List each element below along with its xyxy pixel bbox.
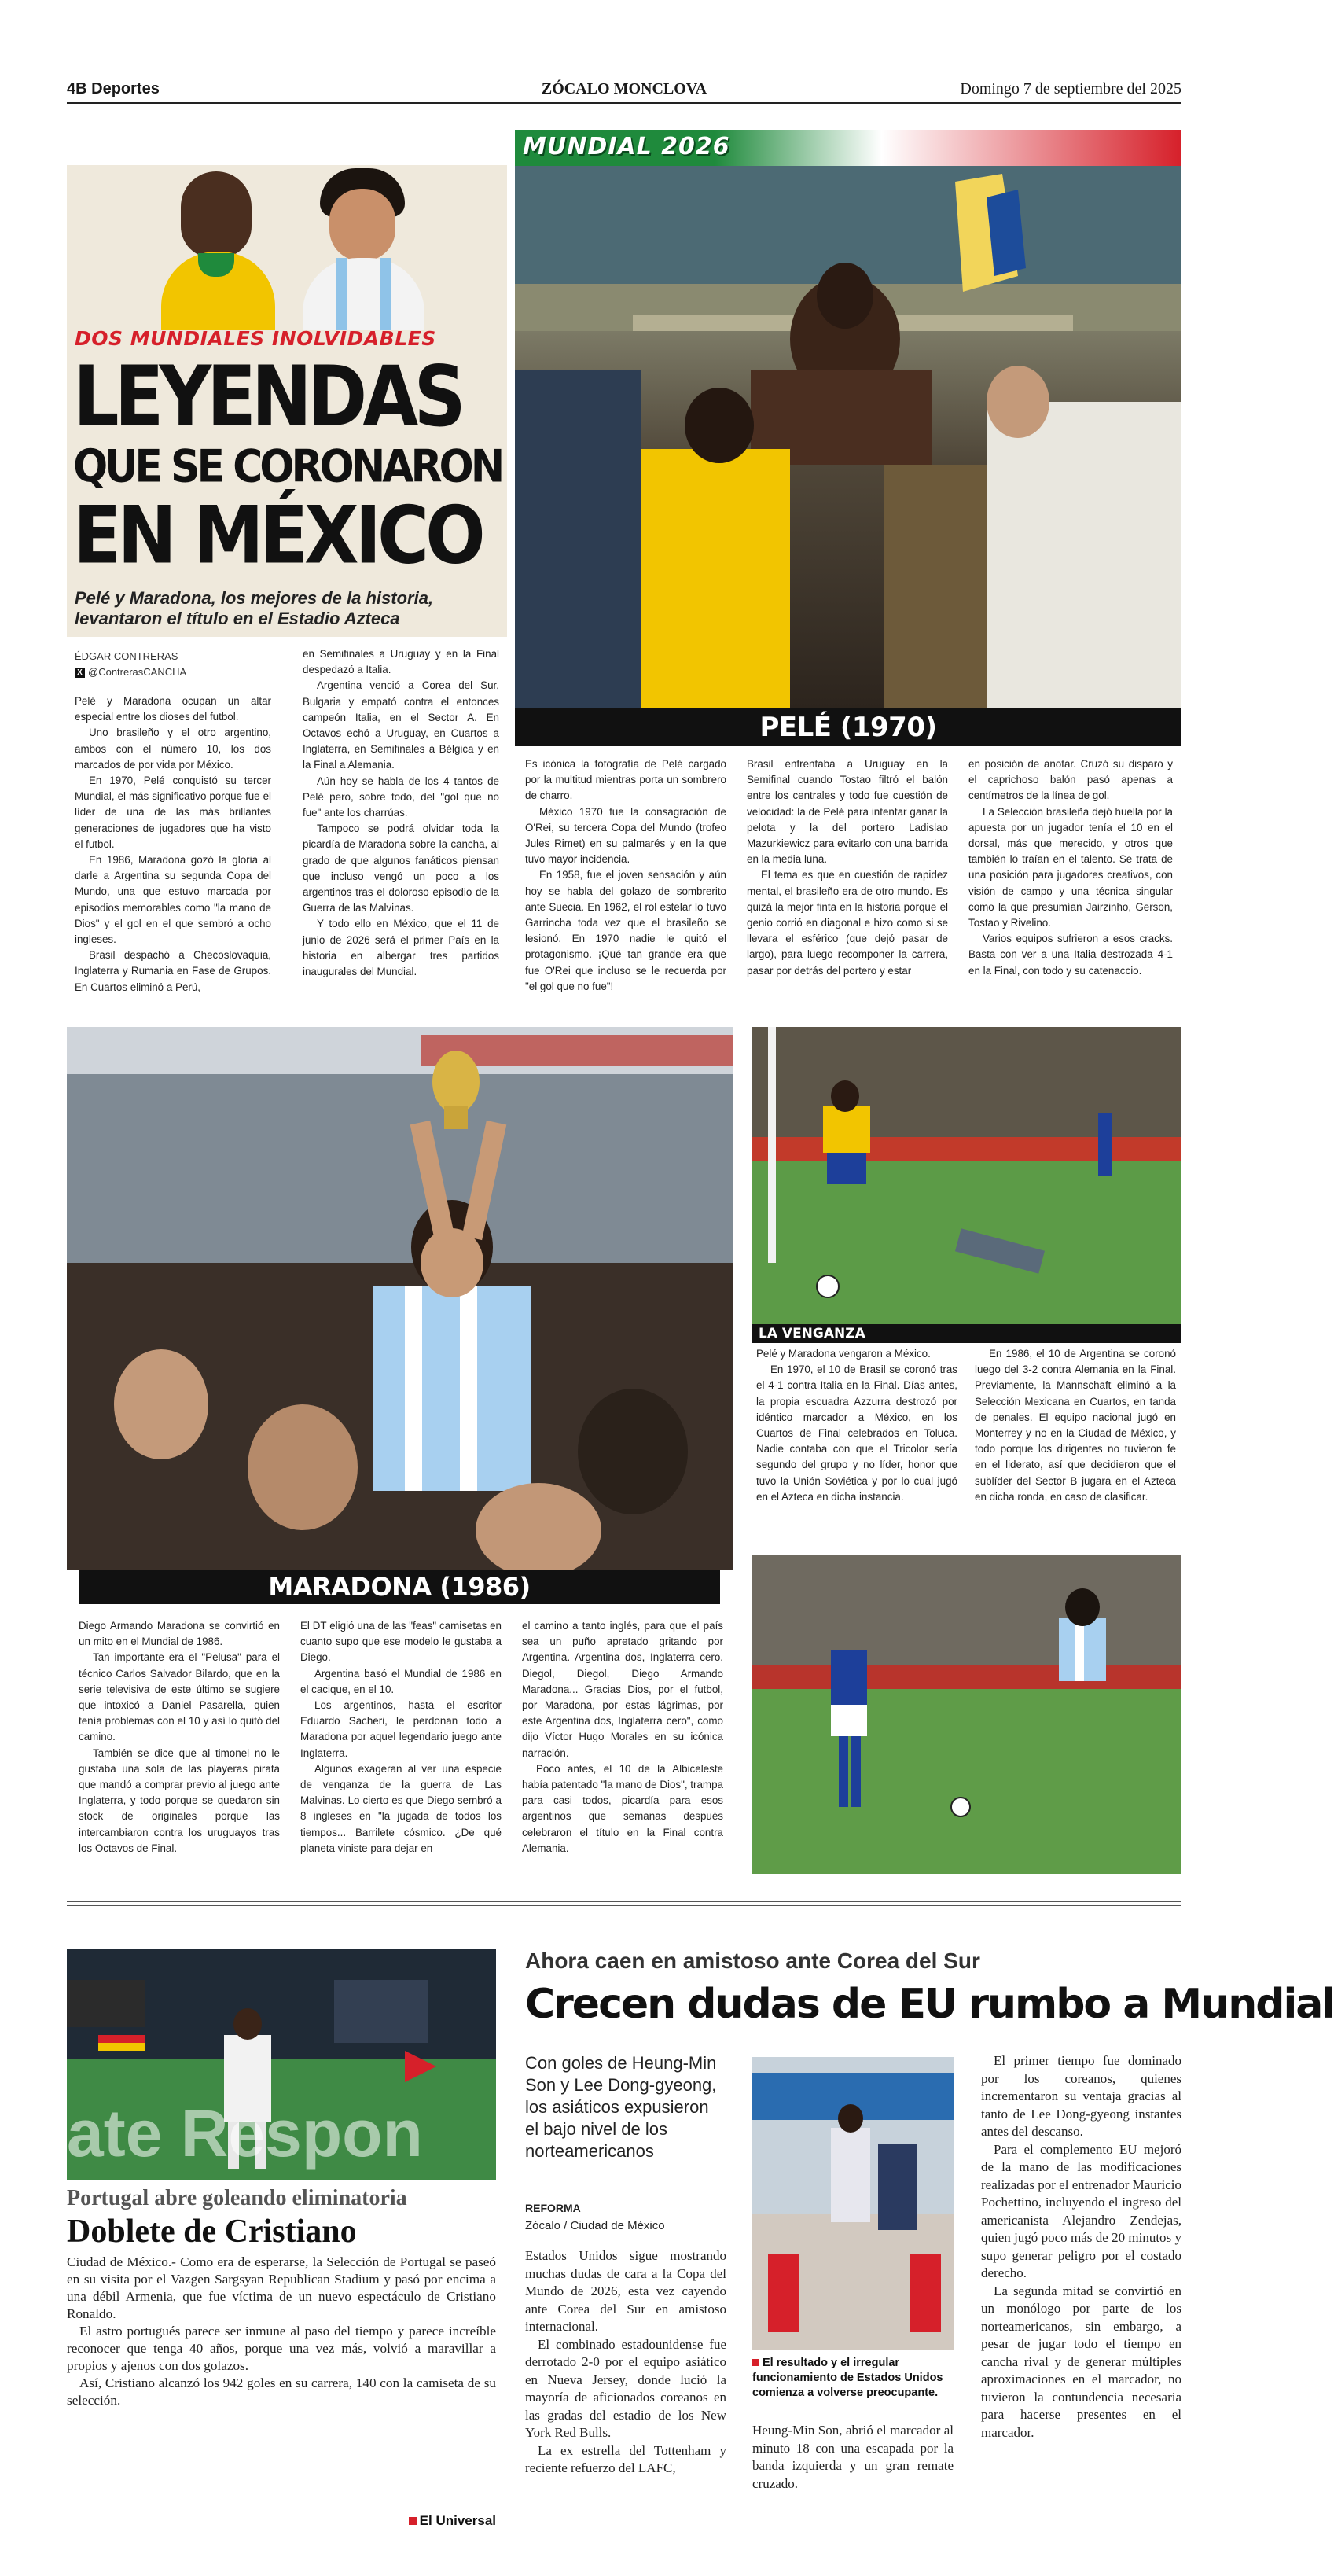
paragraph: En 1986, Maradona gozó la gloria al darle a Argentina su segunda Copa del Mundo, una que estuvo marcada por episodios memorables como "la mano de Dios" y el gol en el que sembró a ocho ingleses.: [75, 854, 271, 946]
paragraph: Heung-Min Son, abrió el marcador al minuto 18 con una escapada por la banda izquierda y un gran remate cruzado.: [752, 2423, 954, 2491]
mundial-2026-logo: MUNDIAL 2026: [523, 133, 730, 160]
newspaper-name: ZÓCALO MONCLOVA: [541, 80, 707, 98]
credit-text: El Universal: [419, 2513, 496, 2528]
byline: [75, 649, 311, 680]
paragraph: Pelé y Maradona vengaron a México.: [756, 1348, 931, 1360]
section-divider: [67, 1901, 1181, 1906]
paragraph: Tampoco se podrá olvidar toda la picardía de Maradona sobre la cancha, al grado de que algunos fanáticos piensan que incluso vengó un poco a los argentinos tras el doloroso episodio de la Guerra de las Malvinas.: [303, 822, 499, 914]
pele-col-2: [747, 756, 948, 979]
venganza-label: LA VENGANZA: [759, 1326, 865, 1341]
author-handle: @ContrerasCANCHA: [88, 666, 187, 678]
maradona-caption-bar: [79, 1570, 720, 1604]
mundial-2026-banner: [515, 130, 1181, 166]
maradona-photo-scene: [67, 1027, 733, 1570]
paragraph: Brasil enfrentaba a Uruguay en la Semifinal cuando Tostao filtró el balón entre los centrales y todo fue cuestión de velocidad: la de Pelé para intentar ganar la pelota y la del portero Ladislao Mazurkiewicz para evitarlo con una barrida en la media luna.: [747, 758, 948, 866]
paragraph: El DT eligió una de las "feas" camisetas en cuanto supo que ese modelo le gustaba a Diego.: [300, 1620, 502, 1664]
author-handle-row: [75, 664, 311, 680]
paragraph: La Selección brasileña dejó huella por la apuesta por un jugador tenía el 10 en el dorsal, más que merecido, y otros que también lo traían en el talento. Se trata de una posición para jugadores creativos, con visión de campo y una técnica singular como la que presumían Jairzinho, Gerson, Tostao y Rivelino.: [968, 805, 1173, 929]
paragraph: Brasil despachó a Checoslovaquia, Inglaterra y Rumania en Fase de Grupos. En Cuartos eliminó a Perú,: [75, 949, 271, 993]
paragraph: En 1986, el 10 de Argentina se coronó luego del 3-2 contra Alemania en la Final. Previamente, la Mannschaft eliminó a la Selección Mexicana en Cuartos, en tanda de penales. El equipo nacional jugó en Monterrey y no en la Ciudad de México, y todo porque los dirigentes no tuvieron fe en el liderato, así que decidieron que el sublíder del Sector B jugara en el Azteca en dicha ronda, en caso de clasificar.: [975, 1348, 1176, 1503]
feature-col-2: [303, 646, 499, 980]
paragraph: Uno brasileño y el otro argentino, ambos con el número 10, los dos marcados de por vida por México.: [75, 727, 271, 771]
paragraph: En 1970, el 10 de Brasil se coronó tras el 4-1 contra Italia en la Final. Días antes, la propia escuadra Azzurra destrozó por idéntico marcador a México, en los Cuartos de Final celebrados en Toluca. Nadie contaba con que el Tricolor sería segundo del grupo y no líder, honor que tuvo la Unión Soviética y por lo cual jugó en el Azteca en dicha instancia.: [756, 1363, 957, 1503]
pele-goal-photo: [752, 1027, 1181, 1324]
paragraph: El combinado estadounidense fue derrotado 2-0 por el equipo asiático en Nueva Jersey, donde lució la mayoría de aficionados coreanos en las gradas del estadio de los New York Red Bulls.: [525, 2336, 726, 2440]
maradona-col-2: [300, 1618, 502, 1857]
paragraph: Así, Cristiano alcanzó los 942 goles en su carrera, 140 con la camiseta de su selección.: [67, 2375, 496, 2408]
paragraph: Los argentinos, hasta el escritor Eduardo Sacheri, le perdonan todo a Maradona por aquel legendario juego ante Inglaterra.: [300, 1699, 502, 1759]
feature-title-line-3: EN MÉXICO: [73, 489, 482, 583]
maradona-col-3: [522, 1618, 723, 1857]
venganza-label-bar: [752, 1324, 1181, 1343]
issue-date: Domingo 7 de septiembre del 2025: [960, 80, 1181, 98]
paragraph: El astro portugués parece ser inmune al paso del tiempo y parece increíble reconocer que tenga 40 años, porque una vez más, volvió a maravillar a propios y ajenos con dos golazos.: [67, 2324, 496, 2373]
eu-kicker: Ahora caen en amistoso ante Corea del Sur: [525, 1949, 980, 1973]
portugal-credit: [389, 2513, 496, 2529]
venganza-col-2: [975, 1346, 1176, 1505]
paragraph: Aún hoy se habla de los 4 tantos de Pelé pero, sobre todo, del "gol que no fue" ante los charrúas.: [303, 775, 499, 819]
eu-source: REFORMA: [525, 2202, 581, 2214]
paragraph: Pelé y Maradona ocupan un altar especial entre los dioses del futbol.: [75, 695, 271, 723]
paragraph: en Semifinales a Uruguay y en la Final despedazó a Italia.: [303, 648, 499, 676]
pele-photo-scene: [515, 166, 1181, 708]
paragraph: Diego Armando Maradona se convirtió en un mito en el Mundial de 1986.: [79, 1620, 280, 1648]
feature-col-1: [75, 694, 271, 995]
paragraph: Algunos exageran al ver una especie de venganza de la guerra de Las Malvinas. Lo cierto es que Diego sembró a 8 ingleses en "la jugada de todos los tiempos... Barrilete cósmico. ¿De qué planeta viniste para dejar en: [300, 1762, 502, 1854]
maradona-portrait: [295, 165, 428, 330]
eu-col-3: [981, 2052, 1181, 2442]
eu-col-2: [752, 2422, 954, 2493]
eu-photo-scene: [752, 2057, 954, 2350]
pele-caption-bar: [515, 708, 1181, 746]
x-icon: X: [75, 668, 85, 678]
paragraph: La ex estrella del Tottenham y reciente refuerzo del LAFC,: [525, 2442, 726, 2475]
pele-col-1: [525, 756, 726, 995]
venganza-col-1: [756, 1346, 957, 1505]
paragraph: Para el complemento EU mejoró de la mano de las modificaciones realizadas por el entrenador Mauricio Pochettino, incluyendo el ingreso del americanista Alejandro Zendejas, quien jugó poco más de 20 minutos y supo generar peligro por el costado derecho.: [981, 2141, 1181, 2280]
paragraph: en posición de anotar. Cruzó su disparo y el caprichoso balón pasó apenas a centímetros de la línea de gol.: [968, 758, 1173, 802]
eu-dateline: Zócalo / Ciudad de México: [525, 2219, 665, 2232]
paragraph: Argentina venció a Corea del Sur, Bulgaria y empató contra el entonces campeón Italia, en el Sector A. En Octavos echó a Uruguay, en Cuartos a Inglaterra, en Semifinales a Bélgica y en la Final a Alemania.: [303, 679, 499, 771]
paragraph: Argentina basó el Mundial de 1986 en el cacique, en el 10.: [300, 1667, 502, 1695]
maradona-caption: MARADONA (1986): [268, 1572, 531, 1602]
stadium-board-text: ate Respon: [67, 2096, 423, 2170]
paragraph: Ciudad de México.- Como era de esperarse, la Selección de Portugal se paseó en su visita por el Vazgen Sargsyan Republican Stadium y pasó por encima a una débil Armenia, que fue víctima de un nuevo espectáculo de Cristiano Ronaldo.: [67, 2254, 496, 2321]
eu-caption-text: El resultado y el irregular funcionamiento de Estados Unidos comienza a volverse preocupante.: [752, 2357, 943, 2399]
page-header: [67, 79, 1181, 104]
maradona-trophy-photo: [67, 1027, 733, 1570]
pele-portrait: [149, 165, 283, 330]
paragraph: En 1970, Pelé conquistó su tercer Mundial, el más significativo porque fue el líder de una de las más brillantes generaciones de jugadores que ha visto el futbol.: [75, 775, 271, 850]
cristiano-celebration-photo: [67, 1949, 496, 2180]
eu-title: Crecen dudas de EU rumbo a Mundial: [525, 1981, 1334, 2028]
paragraph: Y todo ello en México, que el 11 de junio de 2026 será el primer País en la historia en albergar tres partidos inaugurales del Mundial.: [303, 918, 499, 978]
portugal-body: [67, 2254, 496, 2409]
credit-square-icon: [409, 2517, 417, 2525]
paragraph: El tema es que en cuestión de rapidez mental, el brasileño era de otro mundo. Es quizá la mejor finta en la historia porque el genio corrió en diagonal e hizo como si se llevara el esférico (que dejó pasar de largo), para luego recomponer la carrera, pasar por detrás del portero y estar: [747, 869, 948, 977]
feature-title-line-2: QUE SE CORONARON: [73, 440, 502, 493]
eu-deck: Con goles de Heung-Min Son y Lee Dong-gyeong, los asiáticos expusieron el bajo nivel de los norteamericanos: [525, 2053, 717, 2161]
paragraph: La segunda mitad se convirtió en un monólogo por parte de los norteamericanos, sin embargo, a pesar de jugar todo el tiempo en cancha rival y de generar múltiples aproximaciones en el marcador, no tuvieron la contundencia necesaria para hacerse presentes en el marcador.: [981, 2283, 1181, 2440]
pele-caption: PELÉ (1970): [759, 712, 937, 743]
paragraph: En 1958, fue el joven sensación y aún hoy se habla del golazo de sombrerito ante Suecia. En 1962, el rol estelar lo tuvo Garrincha toda vez que el brasileño se lesionó. En 1970 nadie le quitó el protagonismo. ¡Qué tan grande era que fue O'Rei que incluso se le recuerda por "el gol que no fue"!: [525, 869, 726, 992]
paragraph: México 1970 fue la consagración de O'Rei, su tercera Copa del Mundo (trofeo Jules Rimet) en su palmarés y en la que tuvo mayor incidencia.: [525, 805, 726, 866]
paragraph: Es icónica la fotografía de Pelé cargado por la multitud mientras porta un sombrero de charro.: [525, 758, 726, 802]
paragraph: Estados Unidos sigue mostrando muchas dudas de cara a la Copa del Mundo de 2026, esta vez cayendo ante Corea del Sur en amistoso internacional.: [525, 2248, 726, 2334]
feature-deck: Pelé y Maradona, los mejores de la historia, levantaron el título en el Estadio Azteca: [75, 588, 434, 628]
feature-title-line-1: LEYENDAS: [73, 348, 461, 446]
paragraph: También se dice que al timonel no le gustaba una sola de las playeras pirata que mandó a comprar previo al juego ante Inglaterra, y todo porque se quedaron sin stock de originales porque las intercambiaron contra los uruguayos tras los Octavos de Final.: [79, 1746, 280, 1854]
feature-kicker: DOS MUNDIALES INOLVIDABLES: [75, 327, 436, 350]
pele-goal-scene: [752, 1027, 1181, 1324]
eu-col-1: [525, 2247, 726, 2478]
paragraph: Poco antes, el 10 de la Albiceleste había patentado "la mano de Dios", trampa para casi todos, picardía para esos argentinos que semanas después celebraron el título en la Final contra Alemania.: [522, 1762, 723, 1854]
maradona-col-1: [79, 1618, 280, 1857]
maradona-match-photo: [752, 1555, 1181, 1874]
pele-col-3: [968, 756, 1173, 979]
caption-square-icon: [752, 2359, 759, 2366]
pele-celebration-photo: [515, 166, 1181, 708]
section-label: 4B Deportes: [67, 80, 160, 98]
author-name: ÉDGAR CONTRERAS: [75, 650, 178, 662]
paragraph: el camino a tanto inglés, para que el país sea un puño apretado gritando por Argentina. Argentina dos, Inglaterra cero. Diegol, Diegol, Diego Armando Maradona... Gracias Dios, por el futbol, por Maradona, por estas lágrimas, por este Argentina dos, Inglaterra cero", como dijo Víctor Hugo Morales en su icónica narración.: [522, 1620, 723, 1759]
paragraph: Tan importante era el "Pelusa" para el técnico Carlos Salvador Bilardo, que en la serie televisiva de este último se sugiere que intoxicó a Daniel Pasarella, quien tenía problemas con el 10 y así lo quitó del camino.: [79, 1651, 280, 1743]
maradona-match-scene: [752, 1555, 1181, 1874]
paragraph: Varios equipos sufrieron a esos cracks. Basta con ver a una Italia destrozada 4-1 en la Final, con todo y su catenaccio.: [968, 933, 1173, 977]
feature-title-block: [67, 165, 507, 637]
eu-match-photo: [752, 2057, 954, 2350]
paragraph: El primer tiempo fue dominado por los coreanos, quienes incrementaron su ventaja gracias al tanto de Lee Dong-gyeong instantes antes del descanso.: [981, 2053, 1181, 2139]
portugal-title: Doblete de Cristiano: [67, 2214, 357, 2250]
eu-photo-caption: [752, 2356, 954, 2401]
portugal-kicker: Portugal abre goleando eliminatoria: [67, 2186, 407, 2210]
